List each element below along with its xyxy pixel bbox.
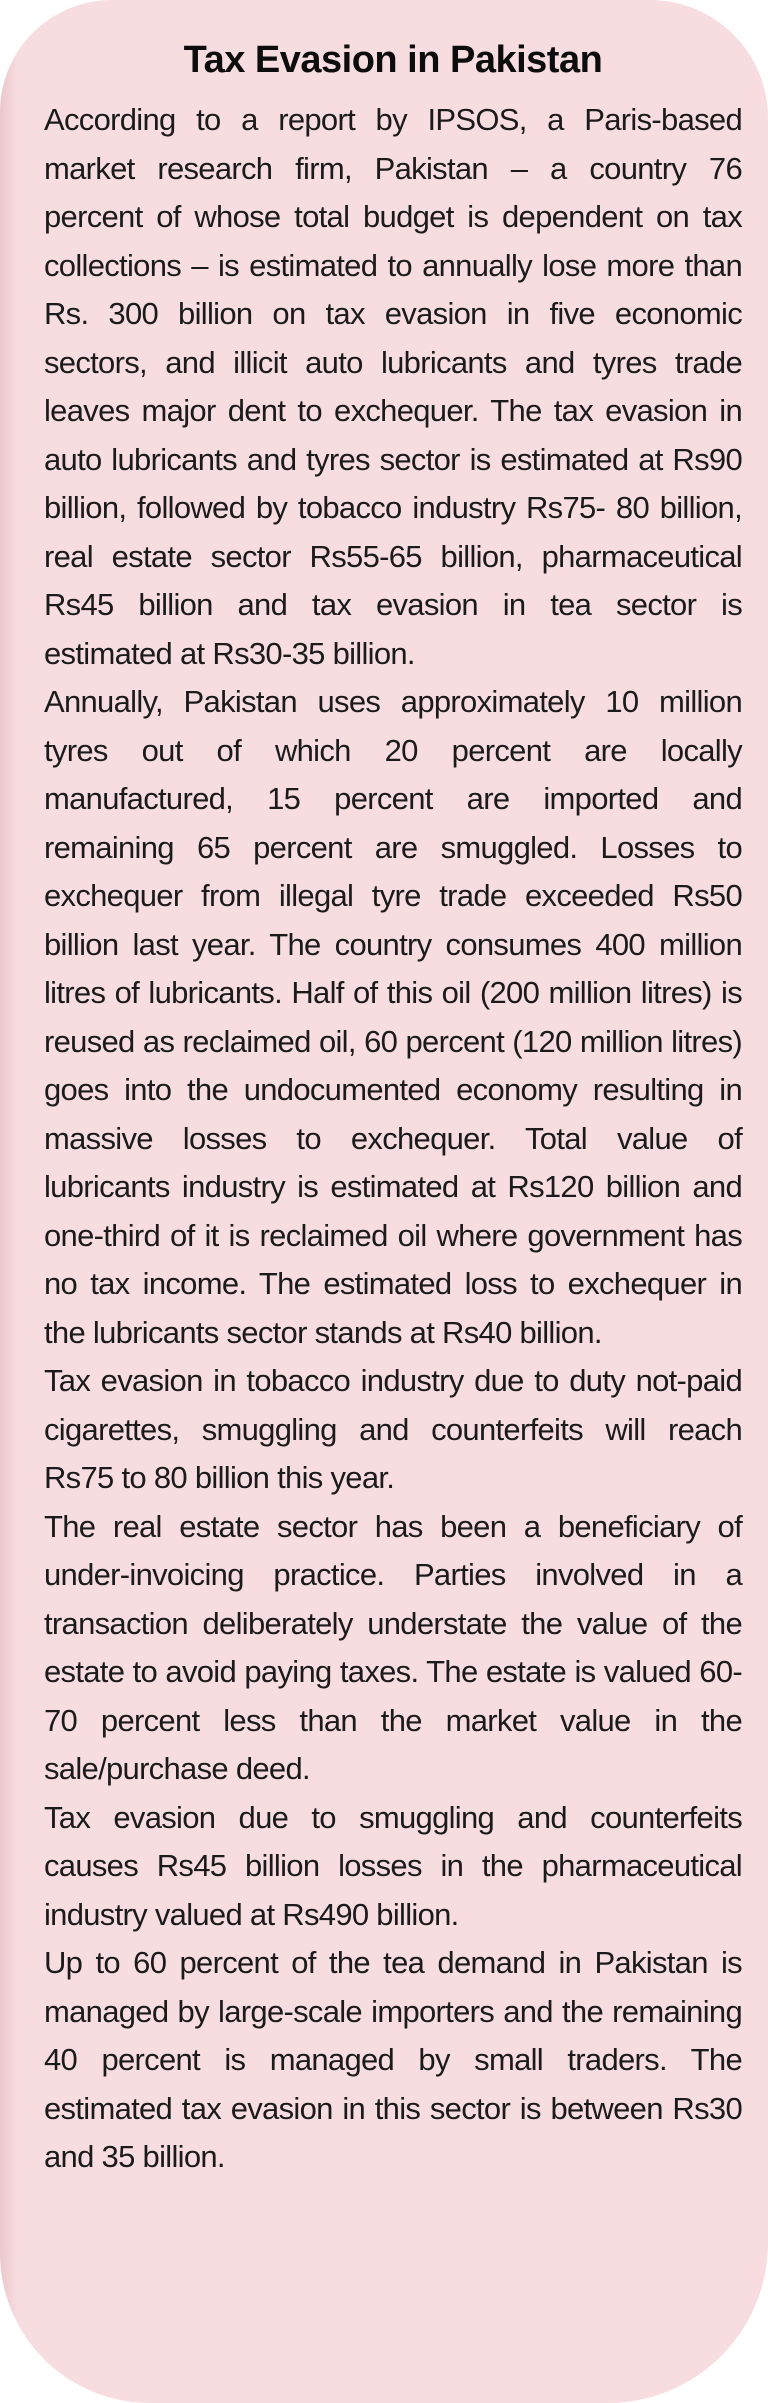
box-title: Tax Evasion in Pakistan: [183, 39, 603, 81]
paragraph-pharmaceutical: Tax evasion due to smuggling and counterfeits causes Rs45 billion losses in the pharmaceutical industry valued at Rs490 billion.: [44, 1799, 742, 1932]
paragraph-tobacco: Tax evasion in tobacco industry due to duty not-paid cigarettes, smuggling and counterfeits will reach Rs75 to 80 billion this year.: [44, 1363, 742, 1495]
box-body: [44, 96, 742, 2182]
paragraph-tyres-lubricants: Annually, Pakistan uses approximately 10 million tyres out of which 20 percent are locally manufactured, 15 percent are imported and remaining 65 percent are smuggled. Losses to exchequer from illegal tyre trade exceeded Rs50 billion last year. The country consumes 400 million litres of lubricants. Half of this oil (200 million litres) is reused as reclaimed oil, 60 percent (120 million litres) goes into the undocumented economy resulting in massive losses to exchequer. Total value of lubricants industry is estimated at Rs120 billion and one-third of it is reclaimed oil where government has no tax income. The estimated loss to exchequer in the lubricants sector stands at Rs40 billion.: [44, 684, 742, 1350]
paragraph-real-estate: The real estate sector has been a beneficiary of under-invoicing practice. Parties involved in a transaction deliberately understate the value of the estate to avoid paying taxes. The estate is valued 60-70 percent less than the market value in the sale/purchase deed.: [44, 1508, 742, 1786]
paragraph-tea: Up to 60 percent of the tea demand in Pakistan is managed by large-scale importers and the remaining 40 percent is managed by small traders. The estimated tax evasion in this sector is between Rs30 and 35 billion.: [44, 1945, 742, 2174]
paragraph-tax-evasion-overview: According to a report by IPSOS, a Paris-based market research firm, Pakistan – a country 76 percent of whose total budget is dependent on tax collections – is estimated to annually lose more than Rs. 300 billion on tax evasion in five economic sectors, and illicit auto lubricants and tyres trade leaves major dent to exchequer. The tax evasion in auto lubricants and tyres sector is estimated at Rs90 billion, followed by tobacco industry Rs75- 80 billion, real estate sector Rs55-65 billion, pharmaceutical Rs45 billion and tax evasion in tea sector is estimated at Rs30-35 billion.: [44, 102, 742, 671]
